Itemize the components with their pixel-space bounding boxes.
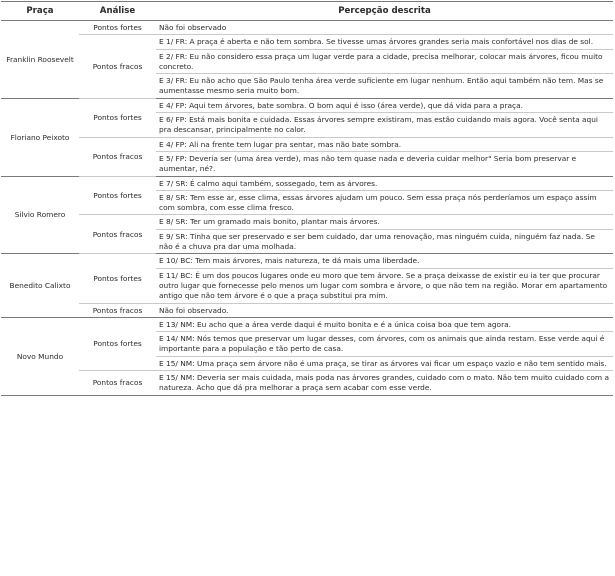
percepcao-cell: E 3/ FR: Eu não acho que São Paulo tenha área verde suficiente em lugar nenhum. Então aqui também não tem. Mas se aumentasse mesmo seria muito bom. [156, 74, 613, 99]
praca-cell: Silvio Romero [1, 176, 79, 254]
percepcao-cell: E 10/ BC: Tem mais árvores, mais natureza, te dá mais uma liberdade. [156, 254, 613, 268]
percepcao-cell: E 11/ BC: É um dos poucos lugares onde eu moro que tem árvore. Se a praça deixasse de existir eu ia ter que procurar outro lugar que fornecesse pelo menos um lugar com sombra e árvore, o que não tem na região. Morar em apartamento antigo que não tem árvore é o que a praça substitui pra mim. [156, 268, 613, 303]
praca-cell: Benedito Calixto [1, 254, 79, 317]
praca-cell: Franklin Roosevelt [1, 21, 79, 99]
analise-cell: Pontos fortes [79, 254, 156, 303]
table-row [1, 98, 613, 112]
table-row [1, 137, 613, 151]
analise-cell: Pontos fracos [79, 303, 156, 317]
percepcao-cell: E 15/ NM: Deveria ser mais cuidada, mais poda nas árvores grandes, cuidado com o mato. Não tem muito cuidado com a natureza. Acho que dá pra melhorar a praça sem acabar com esse verde. [156, 371, 613, 396]
percepcao-cell: E 15/ NM: Uma praça sem árvore não é uma praça, se tirar as árvores vai ficar um espaço vazio e não tem sentido mais. [156, 356, 613, 370]
percepcao-cell: Não foi observado [156, 21, 613, 35]
analise-cell: Pontos fortes [79, 21, 156, 35]
percepcao-cell: E 2/ FR: Eu não considero essa praça um lugar verde para a cidade, precisa melhorar, colocar mais árvores, ficou muito concreto. [156, 49, 613, 74]
table-row [1, 21, 613, 35]
table-row [1, 35, 613, 49]
table-row [1, 371, 613, 396]
analise-cell: Pontos fortes [79, 317, 156, 370]
percepcao-cell: E 7/ SR: É calmo aqui também, sossegado, tem as árvores. [156, 176, 613, 190]
percepcao-cell: E 8/ SR: Ter um gramado mais bonito, plantar mais árvores. [156, 215, 613, 229]
table-row [1, 303, 613, 317]
percepcao-cell: Não foi observado. [156, 303, 613, 317]
percepcao-cell: E 8/ SR: Tem esse ar, esse clima, essas árvores ajudam um pouco. Sem essa praça nós perderíamos um espaço assim com sombra, com esse clima fresco. [156, 190, 613, 215]
table-row [1, 215, 613, 229]
table-row [1, 317, 613, 331]
header-percepcao: Percepção descrita [156, 2, 613, 21]
table-body [1, 21, 613, 396]
percepcao-cell: E 5/ FP: Deveria ser (uma área verde), mas não tem quase nada e deveria cuidar melhor" Seria bom preservar e aumentar, né?. [156, 151, 613, 176]
perception-table [1, 1, 613, 396]
percepcao-cell: E 1/ FR: A praça é aberta e não tem sombra. Se tivesse umas árvores grandes seria mais confortável nos dias de sol. [156, 35, 613, 49]
percepcao-cell: E 6/ FP: Está mais bonita e cuidada. Essas árvores sempre existiram, mas estão cuidando mais agora. Você senta aqui pra descansar, principalmente no calor. [156, 113, 613, 138]
analise-cell: Pontos fortes [79, 176, 156, 215]
percepcao-cell: E 13/ NM: Eu acho que a área verde daqui é muito bonita e é a única coisa boa que tem agora. [156, 317, 613, 331]
table-row [1, 176, 613, 190]
percepcao-cell: E 14/ NM: Nós temos que preservar um lugar desses, com árvores, com os animais que ainda restam. Esse verde aqui é importante para a população e tão perto de casa. [156, 332, 613, 357]
analise-cell: Pontos fracos [79, 371, 156, 396]
analise-cell: Pontos fortes [79, 98, 156, 137]
praca-cell: Floriano Peixoto [1, 98, 79, 176]
percepcao-cell: E 4/ FP: Aqui tem árvores, bate sombra. O bom aqui é isso (área verde), que dá vida para a praça. [156, 98, 613, 112]
percepcao-cell: E 4/ FP: Ali na frente tem lugar pra sentar, mas não bate sombra. [156, 137, 613, 151]
table-row [1, 254, 613, 268]
analise-cell: Pontos fracos [79, 35, 156, 98]
analise-cell: Pontos fracos [79, 137, 156, 176]
praca-cell: Novo Mundo [1, 317, 79, 395]
header-praca: Praça [1, 2, 79, 21]
analise-cell: Pontos fracos [79, 215, 156, 254]
header-row [1, 2, 613, 21]
header-analise: Análise [79, 2, 156, 21]
percepcao-cell: E 9/ SR: Tinha que ser preservado e ser bem cuidado, dar uma renovação, mas ninguém cuida, ninguém faz nada. Se não é a chuva pra dar uma molhada. [156, 229, 613, 254]
